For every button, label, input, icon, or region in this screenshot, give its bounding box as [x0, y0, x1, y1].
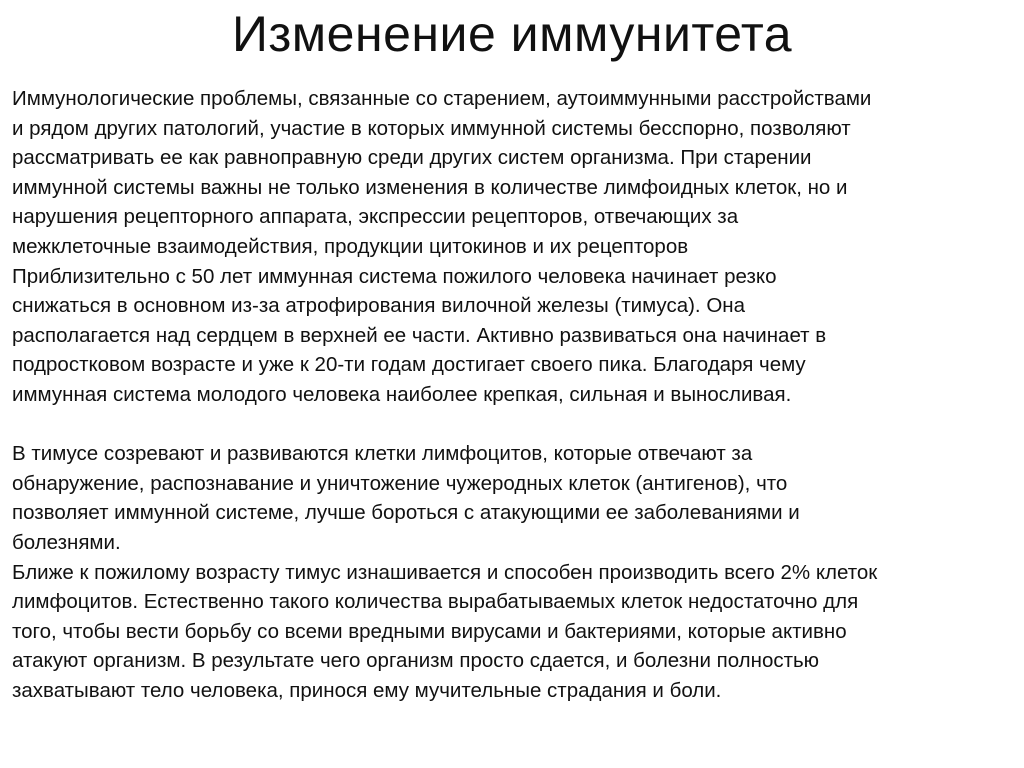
- text-line: того, чтобы вести борьбу со всеми вредными вирусами и бактериями, которые активно: [12, 619, 847, 643]
- text-line: обнаружение, распознавание и уничтожение чужеродных клеток (антигенов), что: [12, 471, 788, 495]
- paragraph-gap: [12, 410, 1012, 440]
- text-line: располагается над сердцем в верхней ее части. Активно развиваться она начинает в: [12, 323, 827, 347]
- text-line: межклеточные взаимодействия, продукции цитокинов и их рецепторов: [12, 234, 689, 258]
- text-line: позволяет иммунной системе, лучше бороться с атакующими ее заболеваниями и: [12, 501, 800, 525]
- slide-body-text: [12, 84, 1012, 705]
- text-line: Ближе к пожилому возрасту тимус изнашивается и способен производить всего 2% клеток: [12, 560, 878, 584]
- text-line: снижаться в основном из-за атрофирования вилочной железы (тимуса). Она: [12, 294, 745, 318]
- text-line: болезнями.: [12, 530, 121, 554]
- text-line: нарушения рецепторного аппарата, экспрессии рецепторов, отвечающих за: [12, 205, 739, 229]
- text-line: Приблизительно с 50 лет иммунная система пожилого человека начинает резко: [12, 264, 777, 288]
- text-line: захватывают тело человека, принося ему мучительные страдания и боли.: [12, 678, 722, 702]
- text-line: иммунной системы важны не только изменения в количестве лимфоидных клеток, но и: [12, 175, 848, 199]
- text-line: рассматривать ее как равноправную среди других систем организма. При старении: [12, 146, 812, 170]
- text-line: атакуют организм. В результате чего организм просто сдается, и болезни полностью: [12, 649, 820, 673]
- text-line: Иммунологические проблемы, связанные со старением, аутоиммунными расстройствами: [12, 87, 872, 110]
- text-line: и рядом других патологий, участие в которых иммунной системы бесспорно, позволяют: [12, 116, 851, 140]
- text-line: лимфоцитов. Естественно такого количества вырабатываемых клеток недостаточно для: [12, 590, 859, 614]
- text-line: В тимусе созревают и развиваются клетки лимфоцитов, которые отвечают за: [12, 442, 753, 466]
- text-line: подростковом возрасте и уже к 20-ти годам достигает своего пика. Благодаря чему: [12, 353, 806, 377]
- slide-title: Изменение иммунитета: [231, 6, 793, 62]
- text-line: иммунная система молодого человека наиболее крепкая, сильная и выносливая.: [12, 382, 792, 406]
